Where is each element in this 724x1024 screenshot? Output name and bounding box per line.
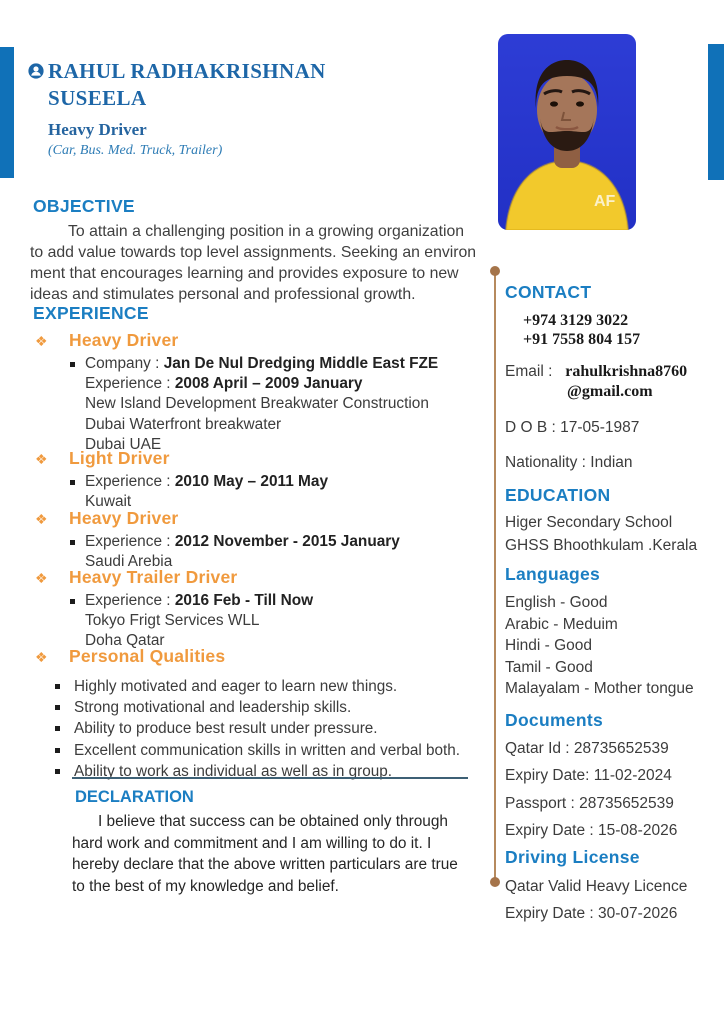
svg-text:AF: AF: [594, 193, 616, 210]
square-bullet-icon: [70, 540, 75, 545]
sidebar-rail: [494, 271, 496, 883]
entry-line: Doha Qatar: [85, 632, 165, 650]
square-bullet-icon: [55, 705, 60, 710]
email-user: rahulkrishna8760: [565, 363, 688, 380]
experience-heading: EXPERIENCE: [33, 303, 149, 323]
rail-dot-top: [490, 266, 500, 276]
quality-item: Ability to produce best result under pressure.: [55, 718, 524, 739]
profile-photo: [498, 34, 636, 230]
document-line: Expiry Date : 15-08-2026: [505, 822, 678, 839]
quality-item: Excellent communication skills in written and verbal both.: [55, 740, 524, 761]
phone-number: +91 7558 804 157: [523, 331, 641, 348]
date-of-birth: D O B : 17-05-1987: [505, 419, 640, 436]
rail-dot-bottom: [490, 877, 500, 887]
square-bullet-icon: [55, 726, 60, 731]
square-bullet-icon: [55, 748, 60, 753]
nationality: Nationality : Indian: [505, 454, 633, 471]
square-bullet-icon: [70, 599, 75, 604]
experience-entry: [33, 448, 493, 512]
email: [505, 363, 719, 401]
experience-entry: [33, 330, 493, 455]
square-bullet-icon: [70, 480, 75, 485]
diamond-bullet-icon: ❖: [35, 333, 48, 349]
education-line: Higer Secondary School: [505, 514, 673, 531]
language-item: English - Good: [505, 594, 608, 611]
diamond-bullet-icon: ❖: [35, 511, 48, 527]
driving-license-heading: Driving License: [505, 846, 640, 867]
education-line: GHSS Bhoothkulam .Kerala: [505, 537, 698, 554]
experience-entry: [33, 567, 493, 652]
square-bullet-icon: [70, 362, 75, 367]
documents-heading: Documents: [505, 709, 603, 730]
entry-title: Light Driver: [69, 448, 170, 468]
phone-number: +974 3129 3022: [523, 312, 629, 329]
document-line: Qatar Id : 28735652539: [505, 739, 669, 757]
entry-title: Heavy Trailer Driver: [69, 567, 238, 587]
objective-heading: OBJECTIVE: [33, 196, 135, 216]
square-bullet-icon: [55, 769, 60, 774]
language-item: Arabic - Meduim: [505, 615, 618, 633]
diamond-bullet-icon: ❖: [35, 451, 48, 467]
declaration-heading: DECLARATION: [75, 788, 194, 806]
languages-heading: Languages: [505, 564, 601, 584]
declaration: [72, 777, 472, 897]
sidebar: [505, 282, 719, 928]
entry-line: Dubai UAE: [85, 435, 162, 453]
name-line1: RAHUL RADHAKRISHNAN: [48, 59, 326, 83]
right-accent-bar: [708, 44, 724, 180]
declaration-text: I believe that success can be obtained only through hard work and commitment and I am willing to do it. I hereby declare that the above written particulars are true to the best of my knowledge and belief.: [72, 813, 458, 895]
entry-title: Personal Qualities: [69, 646, 226, 666]
square-bullet-icon: [55, 684, 60, 689]
left-accent-bar: [0, 47, 14, 178]
objective-text: To attain a challenging position in a growing organization to add value towards top level assignments. Seeking an environ ment that encourages learning and provides exposure to new ideas and stimulates personal and professional growth.: [30, 223, 477, 303]
entry-line: Experience : 2016 Feb - Till Now: [70, 591, 493, 611]
contact-heading: CONTACT: [505, 282, 592, 302]
entry-line: Experience : 2010 May – 2011 May: [70, 472, 493, 492]
language-item: Hindi - Good: [505, 637, 593, 654]
diamond-bullet-icon: ❖: [35, 570, 48, 586]
entry-line: Company : Jan De Nul Dredging Middle East FZE: [70, 354, 493, 374]
entry-line: Dubai Waterfront breakwater: [85, 415, 282, 433]
entry-line: Tokyo Frigt Services WLL: [85, 612, 260, 630]
vehicle-classes: (Car, Bus. Med. Truck, Trailer): [48, 143, 223, 158]
divider: [72, 777, 468, 779]
email-domain: @gmail.com: [567, 383, 653, 400]
education-heading: EDUCATION: [505, 485, 611, 505]
entry-line: Experience : 2012 November - 2015 January: [70, 532, 493, 552]
entry-line: Kuwait: [85, 493, 132, 511]
entry-line: Experience : 2008 April – 2009 January: [85, 375, 363, 393]
name-line2: SUSEELA: [48, 86, 147, 110]
diamond-bullet-icon: ❖: [35, 649, 48, 665]
header: [48, 58, 468, 159]
license-line: Expiry Date : 30-07-2026: [505, 905, 678, 922]
quality-item: Strong motivational and leadership skills.: [55, 697, 524, 718]
entry-title: Heavy Driver: [69, 508, 179, 528]
job-title: Heavy Driver: [48, 120, 147, 139]
entry-line: Saudi Arebia: [85, 553, 173, 571]
license-line: Qatar Valid Heavy Licence: [505, 877, 688, 895]
quality-item: Ability to work as individual as well as in group.: [55, 761, 524, 782]
personal-qualities: [33, 646, 493, 782]
experience-entry: [33, 508, 493, 572]
document-line: Expiry Date: 11-02-2024: [505, 767, 672, 784]
email-label: Email :: [505, 363, 553, 380]
document-line: Passport : 28735652539: [505, 794, 674, 812]
quality-item: Highly motivated and eager to learn new things.: [55, 676, 524, 697]
entry-title: Heavy Driver: [69, 330, 179, 350]
language-item: Malayalam - Mother tongue: [505, 680, 694, 697]
person-icon: [28, 63, 44, 79]
language-item: Tamil - Good: [505, 658, 593, 676]
entry-line: New Island Development Breakwater Construction: [85, 395, 429, 413]
